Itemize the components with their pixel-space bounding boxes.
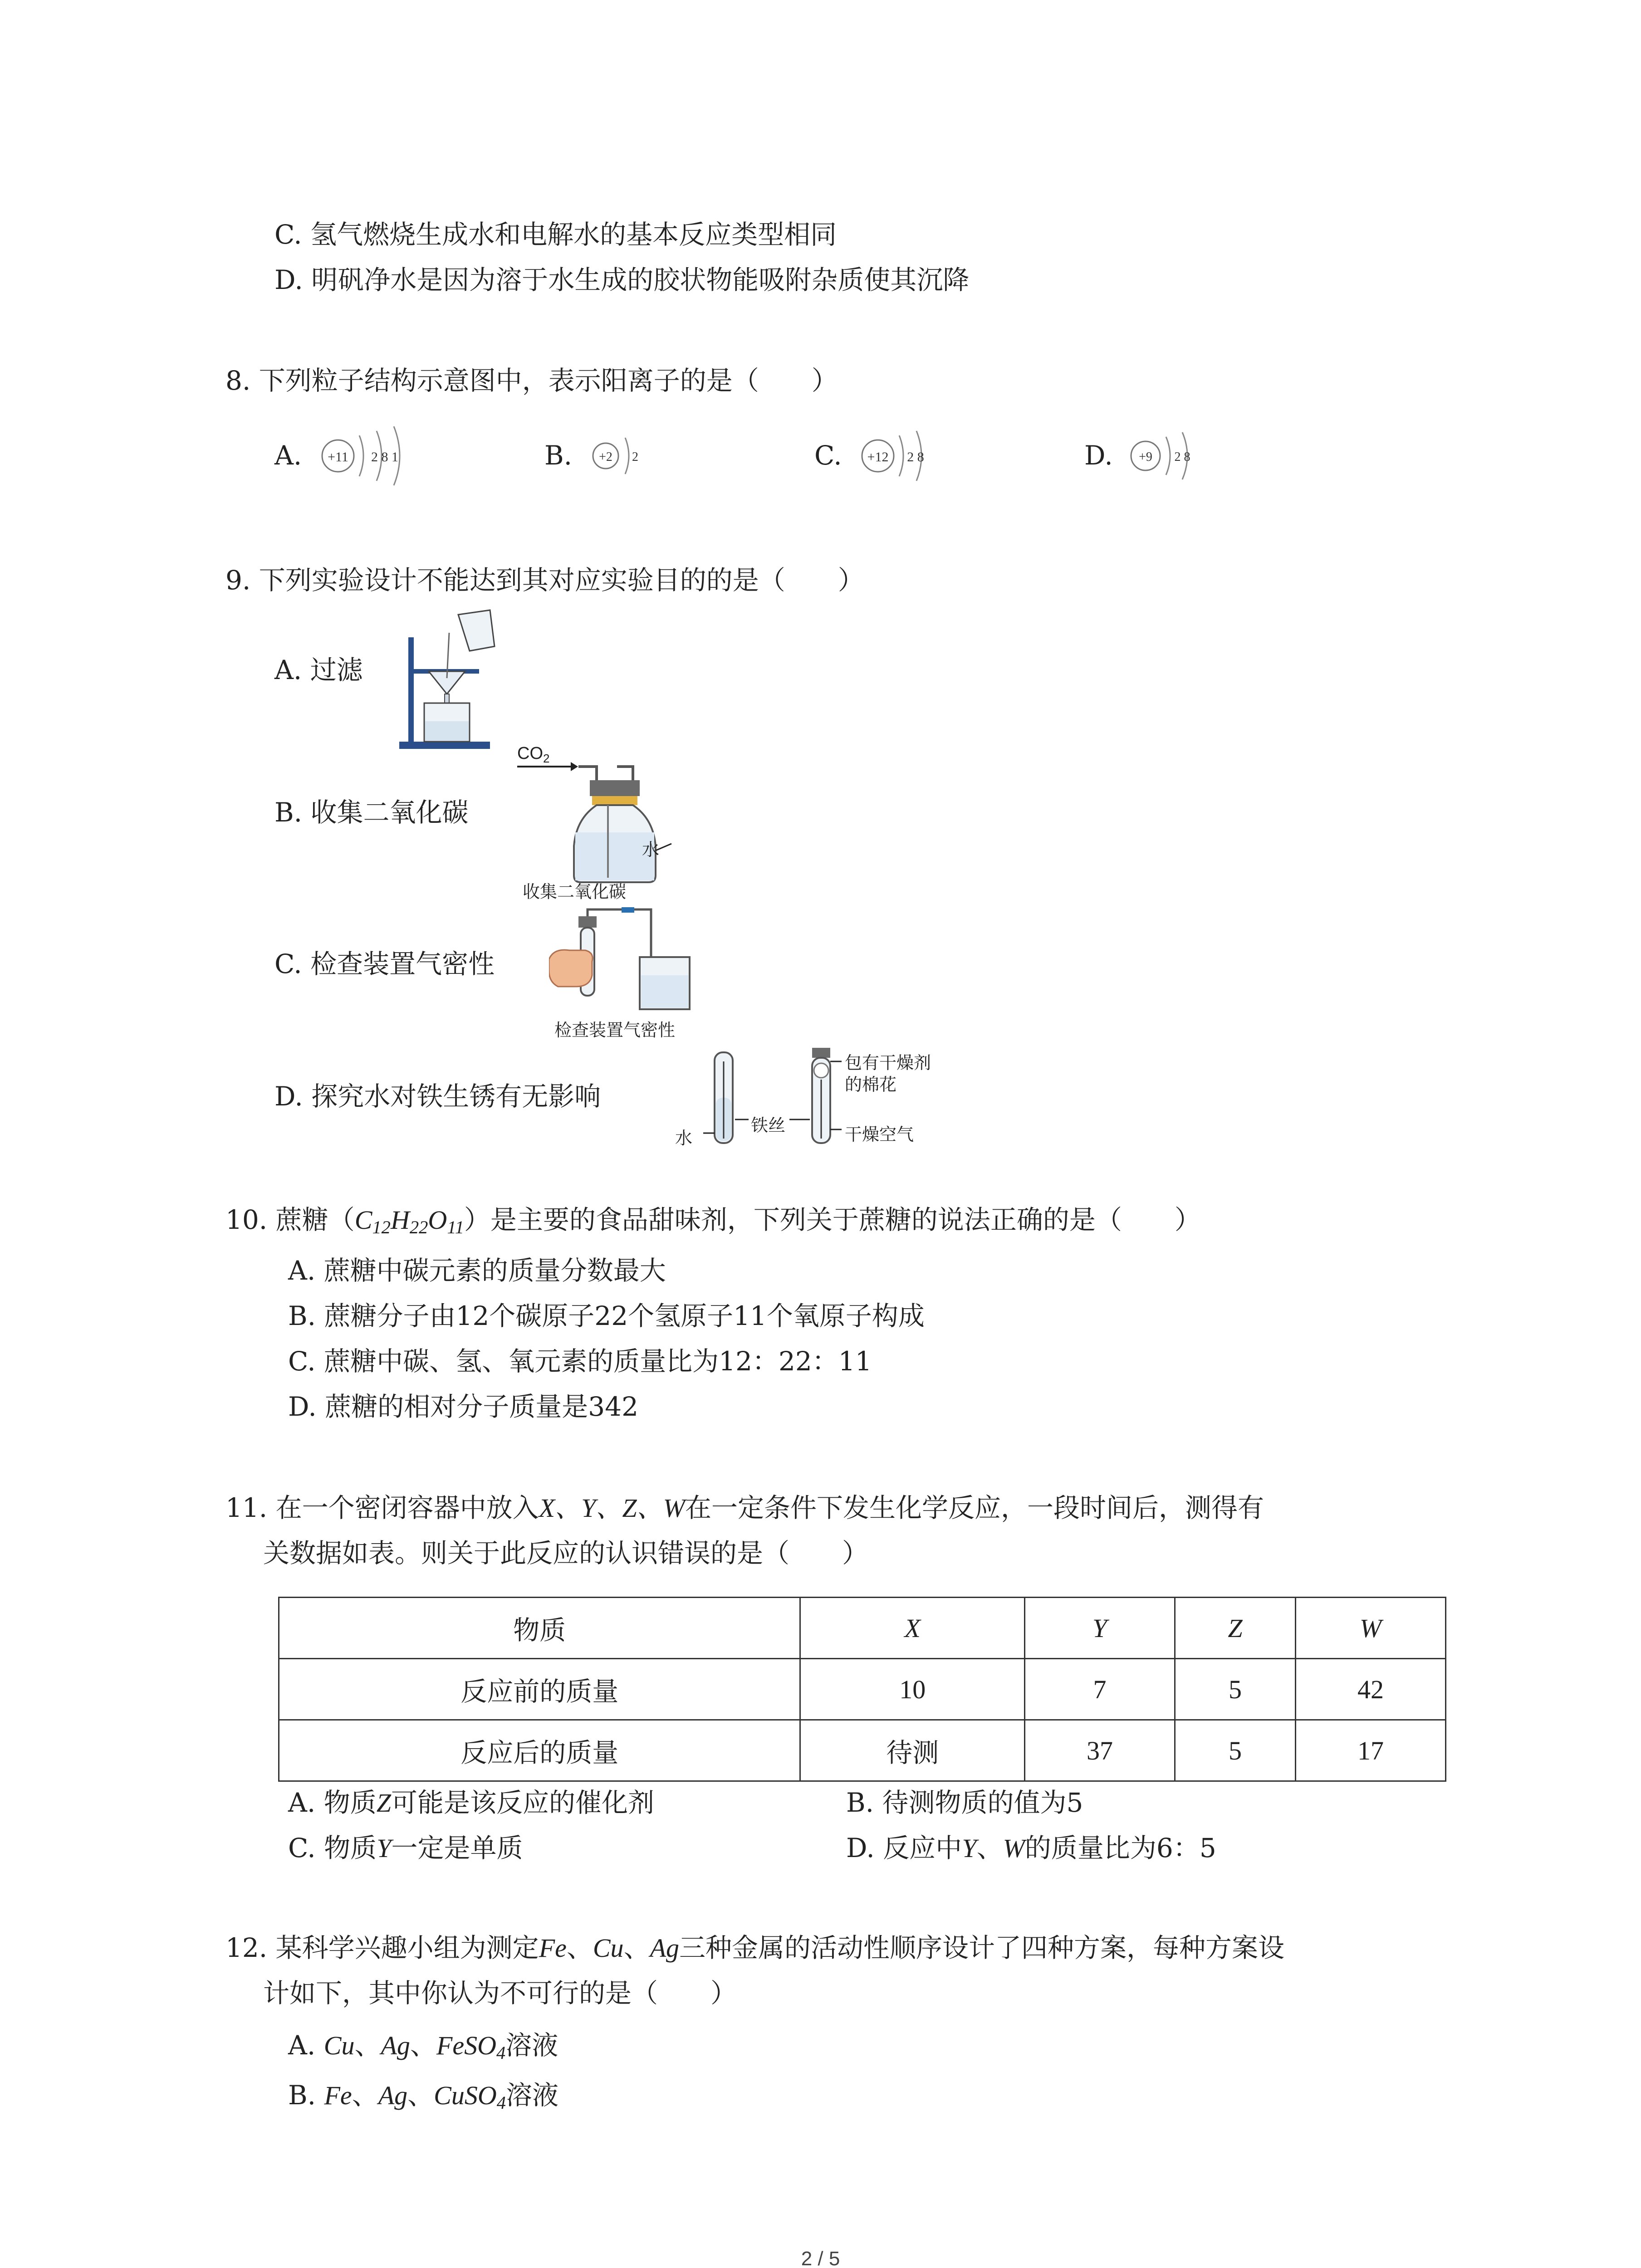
q8-stem: 8. 下列粒子结构示意图中，表示阳离子的是（ ） (225, 365, 838, 396)
table-header-cell: Y (1025, 1598, 1175, 1659)
co2-collection-bottle-figure (517, 755, 690, 887)
q8-option-d-label: D. (1084, 440, 1113, 471)
q7-option-c: C. 氢气燃烧生成水和电解水的基本反应类型相同 (274, 219, 837, 250)
q11-option-c: C. 物质Y一定是单质 (288, 1833, 523, 1863)
svg-text:+9: +9 (1139, 450, 1152, 464)
q9-option-a: A. 过滤 (274, 655, 363, 685)
q8-option-b-label: B. (544, 440, 573, 471)
q10-option-c: C. 蔗糖中碳、氢、氧元素的质量比为12：22：11 (288, 1346, 872, 1377)
desiccant-label-line1: 包有干燥剂 (845, 1054, 931, 1073)
q7-option-d: D. 明矾净水是因为溶于水生成的胶状物能吸附杂质使其沉降 (274, 264, 970, 295)
q10-option-a: A. 蔗糖中碳元素的质量分数最大 (288, 1255, 666, 1286)
sucrose-formula: $C_{12}H_{22}O_{11}$ (354, 1205, 464, 1238)
page-number: 2 / 5 (801, 2248, 840, 2268)
co2-figure-caption: 收集二氧化碳 (523, 883, 627, 902)
table-row (279, 1659, 1446, 1720)
filtration-apparatus-figure (390, 606, 499, 755)
table-cell: 10 (800, 1659, 1025, 1720)
table-cell: 反应后的质量 (279, 1720, 800, 1781)
svg-text:2 8: 2 8 (1174, 450, 1190, 464)
q9-option-d: D. 探究水对铁生锈有无影响 (274, 1081, 601, 1112)
dry-air-label: 干燥空气 (845, 1125, 914, 1144)
q8-atom-diagram-c (857, 424, 948, 488)
table-cell: 5 (1175, 1659, 1295, 1720)
table-cell: 37 (1025, 1720, 1175, 1781)
q9-option-b: B. 收集二氧化碳 (274, 797, 469, 828)
q12-option-a: A. Cu、Ag、FeSO$_4$溶液 (288, 2030, 558, 2063)
q9-stem: 9. 下列实验设计不能达到其对应实验目的的是（ ） (225, 565, 864, 596)
table-cell: 7 (1025, 1659, 1175, 1720)
airtightness-figure-caption: 检查装置气密性 (554, 1021, 676, 1040)
q10-stem: 10. 蔗糖$(C_{12}H_{22}O_{11})$是主要的食品甜味剂，下列关于蔗糖的说法正确的是（ ） (225, 1204, 1201, 1238)
table-header-cell: 物质 (279, 1598, 800, 1659)
q8-a-shells: 2 8 1 (371, 450, 398, 464)
q8-atom-diagram-d (1125, 424, 1216, 488)
co2-label: $CO_2$ (517, 744, 550, 765)
table-header-cell: W (1296, 1598, 1446, 1659)
q11-data-table (278, 1597, 1446, 1782)
iron-wire-label: 铁丝 (751, 1116, 786, 1135)
svg-text:+12: +12 (867, 450, 889, 464)
table-cell: 17 (1296, 1720, 1446, 1781)
q8-atom-diagram-b (590, 424, 653, 488)
table-cell: 42 (1296, 1659, 1446, 1720)
desiccant-label-line2: 的棉花 (845, 1075, 897, 1095)
water-label: 水 (642, 841, 660, 860)
svg-text:+2: +2 (599, 450, 612, 464)
table-cell: 5 (1175, 1720, 1295, 1781)
q10-option-b: B. 蔗糖分子由12个碳原子22个氢原子11个氧原子构成 (288, 1300, 925, 1331)
table-row (279, 1720, 1446, 1781)
svg-text:2: 2 (632, 450, 638, 464)
q11-stem-line2: 关数据如表。则关于此反应的认识错误的是（ ） (263, 1538, 869, 1569)
airtightness-check-figure (549, 907, 712, 1021)
q10-option-d: D. 蔗糖的相对分子质量是342 (288, 1391, 639, 1422)
q12-stem-line1: 12. 某科学兴趣小组为测定Fe、Cu、Ag三种金属的活动性顺序设计了四种方案，每种方案设 (225, 1932, 1285, 1963)
q8-option-a-label: A. (274, 440, 302, 471)
tube-water-label: 水 (675, 1129, 693, 1148)
q11-option-a: A. 物质Z可能是该反应的催化剂 (288, 1787, 655, 1818)
q8-atom-diagram-a (318, 424, 417, 488)
q12-stem-line2: 计如下，其中你认为不可行的是（ ） (263, 1978, 737, 2009)
q11-option-b: B. 待测物质的值为5 (846, 1787, 1083, 1818)
q8-option-c-label: C. (814, 440, 842, 471)
table-header-cell: Z (1175, 1598, 1295, 1659)
table-cell: 反应前的质量 (279, 1659, 800, 1720)
q12-option-b: B. Fe、Ag、CuSO$_4$溶液 (288, 2080, 559, 2113)
q8-a-nucleus: +11 (328, 450, 348, 464)
table-header-row (279, 1598, 1446, 1659)
table-header-cell: X (800, 1598, 1025, 1659)
table-cell: 待测 (800, 1720, 1025, 1781)
q9-option-c: C. 检查装置气密性 (274, 948, 495, 979)
svg-text:2 8: 2 8 (907, 450, 924, 464)
q11-stem-line1: 11. 在一个密闭容器中放入X、Y、Z、W在一定条件下发生化学反应，一段时间后，测得有 (225, 1492, 1264, 1523)
q11-option-d: D. 反应中Y、W的质量比为6：5 (846, 1833, 1216, 1863)
